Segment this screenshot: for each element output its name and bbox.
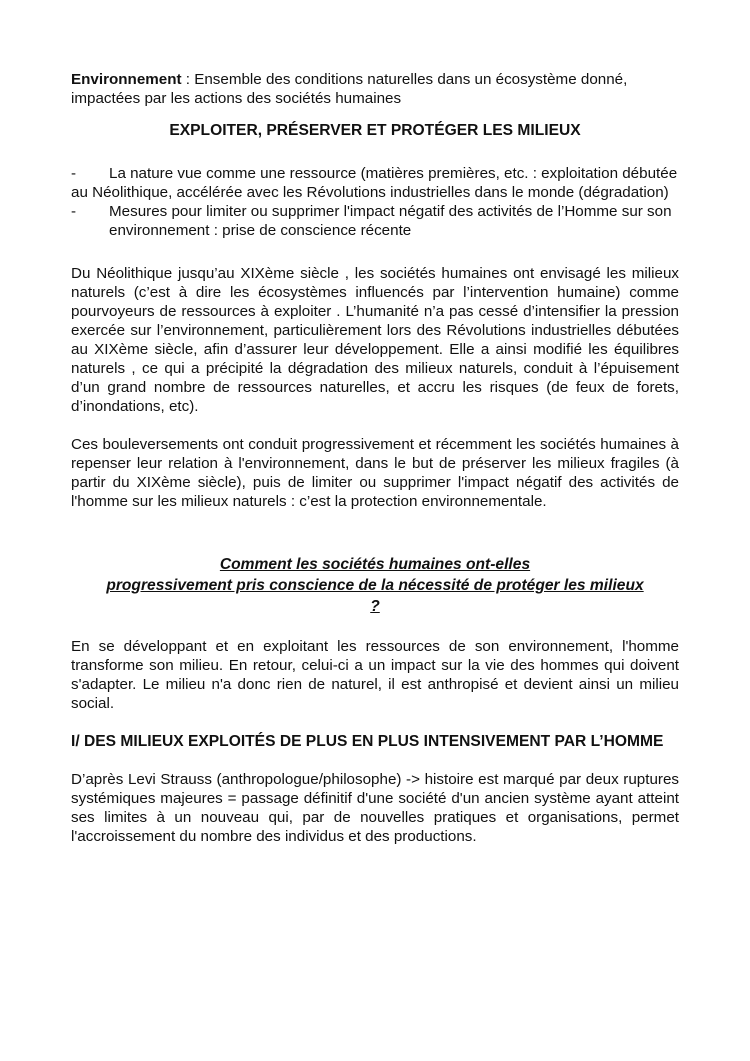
paragraph-upheavals: Ces bouleversements ont conduit progressivement et récemment les sociétés humaines à repenser leur relation à l'environnement, dans le but de préserver les milieux fragiles (à partir du XIXème siècle), puis de limiter ou supprimer l'impact négatif des activités de l'homme sur les milieux naturels : c’est la protection environnementale. — [71, 436, 679, 510]
question-line: Comment les sociétés humaines ont-elles — [219, 556, 531, 573]
bullet-marker: - — [71, 203, 77, 220]
bullet-marker: - — [71, 165, 77, 182]
paragraph-levi-strauss: D’après Levi Strauss (anthropologue/philosophe) -> histoire est marqué par deux ruptures systémiques majeures = passage définitif d'une société d'un ancien système ayant atteint ses limites à un nouveau qui, par de nouvelles pratiques et organisations, permet l'accroissement du nombre des individus et des productions. — [71, 771, 679, 845]
bullet-item — [71, 164, 679, 202]
bullet-text: La nature vue comme une ressource (matières premières, etc. : exploitation débutée au Néolithique, accélérée avec les Révolutions industrielles dans le monde (dégradation) — [71, 165, 678, 201]
question-line: progressivement pris conscience de la nécessité de protéger les milieux — [106, 577, 644, 594]
bullet-item — [71, 202, 679, 240]
bullet-text: Mesures pour limiter ou supprimer l'impact négatif des activités de l’Homme sur son environnement : prise de conscience récente — [109, 203, 672, 239]
bullet-list — [71, 164, 679, 240]
paragraph-anthropized: En se développant et en exploitant les ressources de son environnement, l'homme transforme son milieu. En retour, celui-ci a un impact sur la vie des hommes qui doivent s'adapter. Le milieu n'a donc rien de naturel, il est anthropisé et devient ainsi un milieu social. — [71, 638, 679, 712]
definition — [71, 70, 679, 108]
definition-text: : Ensemble des conditions naturelles dans un écosystème donné, impactées par les actions des sociétés humaines — [71, 71, 628, 107]
paragraph-neolithic: Du Néolithique jusqu’au XIXème siècle , les sociétés humaines ont envisagé les milieux naturels (c’est à dire les écosystèmes influencés par l’intervention humaine) comme pourvoyeurs de ressources à exploiter . L’humanité n’a pas cessé d’intensifier la pression exercée sur l’environnement, particulièrement lors des Révolutions industrielles débutées au XIXème siècle, afin d’assurer leur développement. Elle a ainsi modifié les équilibres naturels , ce qui a précipité la dégradation des milieux naturels, conduit à l’épuisement d’un grand nombre de ressources naturelles, et accru les risques (de feux de forets, d’inondations, etc). — [71, 265, 679, 415]
problem-question — [71, 554, 679, 617]
main-heading: EXPLOITER, PRÉSERVER ET PROTÉGER LES MILIEUX — [169, 122, 581, 139]
question-line: ? — [370, 598, 380, 615]
definition-term: Environnement — [71, 71, 182, 88]
section-title: I/ DES MILIEUX EXPLOITÉS DE PLUS EN PLUS INTENSIVEMENT PAR L’HOMME — [71, 733, 664, 750]
